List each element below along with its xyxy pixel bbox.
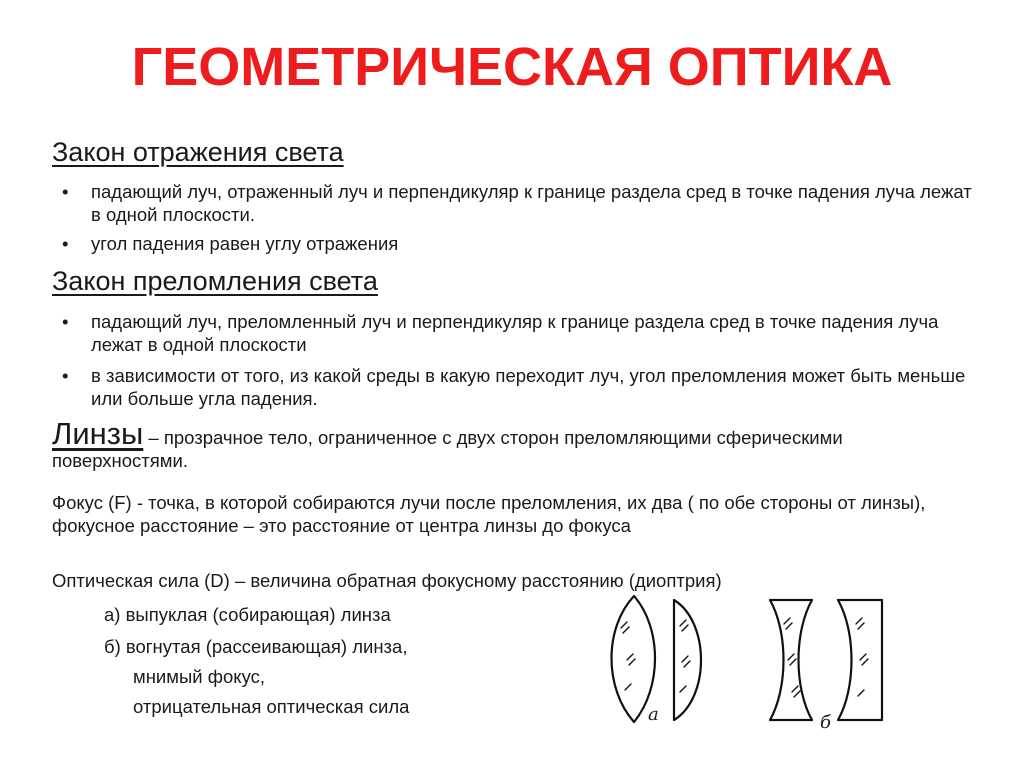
refraction-heading: Закон преломления света bbox=[52, 266, 378, 296]
reflection-item-2 bbox=[62, 232, 982, 255]
figure-label-b: б bbox=[820, 712, 831, 733]
slide-title: ГЕОМЕТРИЧЕСКАЯ ОПТИКА bbox=[131, 37, 893, 97]
bullet-dot: • bbox=[62, 311, 69, 332]
lens-diagram bbox=[598, 592, 898, 742]
convex-lens-line: а) выпуклая (собирающая) линза bbox=[104, 604, 391, 625]
bullet-dot: • bbox=[62, 365, 69, 386]
negative-power-line: отрицательная оптическая сила bbox=[133, 696, 410, 717]
virtual-focus-line: мнимый фокус, bbox=[133, 666, 266, 687]
refraction-item-1 bbox=[62, 310, 982, 356]
concave-lens-line: б) вогнутая (рассеивающая) линза, bbox=[104, 636, 408, 657]
bullet-dot: • bbox=[62, 181, 69, 202]
glass-hatching bbox=[621, 618, 868, 697]
refraction-item-1-text: падающий луч, преломленный луч и перпендикуляр к границе раздела сред в точке падения луча лежат в одной плоскости bbox=[91, 311, 939, 355]
refraction-item-2-text: в зависимости от того, из какой среды в какую переходит луч, угол преломления может быть меньше или больше угла падения. bbox=[91, 365, 966, 409]
reflection-item-1-text: падающий луч, отраженный луч и перпендикуляр к границе раздела сред в точке падения луча лежат в одной плоскости. bbox=[91, 181, 972, 225]
focus-paragraph: Фокус (F) - точка, в которой собираются лучи после преломления, их два ( по обе стороны от линзы), фокусное расстояние – это расстояние от центра линзы до фокуса bbox=[52, 492, 926, 536]
plano-convex-lens-shape bbox=[674, 600, 701, 720]
refraction-item-2 bbox=[62, 364, 982, 410]
reflection-heading: Закон отражения света bbox=[52, 137, 344, 167]
reflection-item-2-text: угол падения равен углу отражения bbox=[91, 233, 399, 254]
figure-label-a: а bbox=[648, 704, 659, 725]
lenses-definition-text: – прозрачное тело, ограниченное с двух сторон преломляющими сферическими поверхностями. bbox=[52, 427, 843, 471]
biconcave-lens-shape bbox=[770, 600, 812, 720]
lenses-definition bbox=[52, 416, 982, 472]
reflection-item-1 bbox=[62, 180, 982, 226]
lenses-term: Линзы bbox=[52, 416, 144, 451]
optical-power-paragraph: Оптическая сила (D) – величина обратная фокусному расстоянию (диоптрия) bbox=[52, 570, 722, 591]
lens-figure bbox=[598, 592, 898, 742]
bullet-dot: • bbox=[62, 233, 69, 254]
